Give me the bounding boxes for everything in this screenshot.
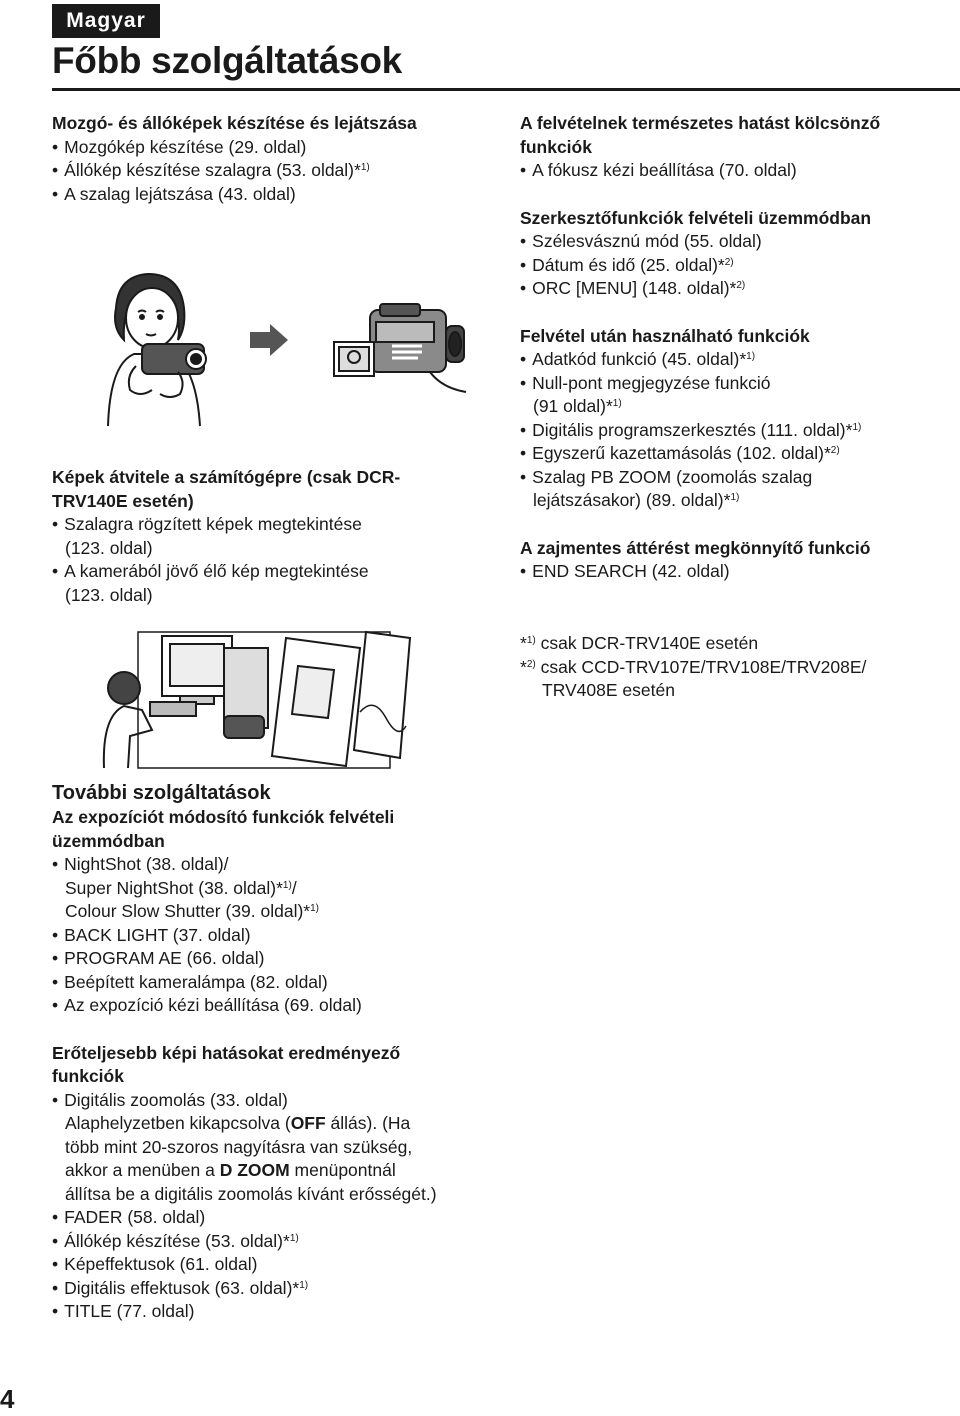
list-item: • Adatkód funkció (45. oldal)*$^{1)}$ <box>520 348 950 372</box>
list-item: • Digitális programszerkesztés (111. oldal)*$^{1)}$ <box>520 419 950 443</box>
section-heading: A felvételnek természetes hatást kölcsönző funkciók <box>520 113 881 157</box>
footnote: *$^{2)}$ csak CCD-TRV107E/TRV108E/TRV208E/ <box>520 656 867 677</box>
list-item: • Képeffektusok (61. oldal) <box>52 1253 472 1277</box>
list-item: • Digitális zoomolás (33. oldal) <box>52 1089 472 1113</box>
camcorder-illustration <box>330 296 472 398</box>
language-tab: Magyar <box>52 4 160 38</box>
list-item-continuation: (91 oldal)*$^{1)}$ <box>533 396 622 416</box>
footnote: *$^{1)}$ csak DCR-TRV140E esetén <box>520 633 759 653</box>
list-item-continuation: állítsa be a digitális zoomolás kívánt erősségét.) <box>65 1183 437 1204</box>
list-item: • A szalag lejátszása (43. oldal) <box>52 183 452 207</box>
list-item: • Állókép készítése (53. oldal)*$^{1)}$ <box>52 1230 472 1254</box>
section-heading: Erőteljesebb képi hatásokat eredményező funkciók <box>52 1042 401 1086</box>
list-item-continuation: Alaphelyzetben kikapcsolva (OFF állás). (Ha <box>65 1113 411 1133</box>
list-item: • Mozgókép készítése (29. oldal) <box>52 136 452 160</box>
list-item: • TITLE (77. oldal) <box>52 1300 472 1324</box>
list-item-continuation: (123. oldal) <box>65 584 153 605</box>
section-recording-playback <box>52 112 452 206</box>
list-item: • A fókusz kézi beállítása (70. oldal) <box>520 159 950 183</box>
list-item-continuation: Super NightShot (38. oldal)*$^{1)}$/ <box>65 877 297 898</box>
list-item-continuation: lejátszásakor) (89. oldal)*$^{1)}$ <box>533 490 740 510</box>
list-item: • Szalagra rögzített képek megtekintése <box>52 513 452 537</box>
section-heading: Az expozíciót módosító funkciók felvételi üzemmódban <box>52 807 395 851</box>
list-item: • FADER (58. oldal) <box>52 1206 472 1230</box>
section-heading: Képek átvitele a számítógépre (csak DCR-TRV140E esetén) <box>52 467 401 511</box>
list-item: • Dátum és idő (25. oldal)*$^{2)}$ <box>520 254 950 278</box>
title-rule <box>52 88 960 91</box>
woman-with-camcorder-illustration <box>86 268 216 428</box>
footnote-continuation: TRV408E esetén <box>542 680 675 700</box>
list-item: • Az expozíció kézi beállítása (69. oldal) <box>52 994 472 1018</box>
list-item: • Null-pont megjegyzése funkció <box>520 372 950 396</box>
list-item-continuation: (123. oldal) <box>65 537 153 558</box>
list-item-continuation: akkor a menüben a D ZOOM menüpontnál <box>65 1160 396 1180</box>
section-title: További szolgáltatások <box>52 782 271 804</box>
right-column <box>520 112 950 584</box>
person-at-computer-illustration <box>90 626 450 774</box>
section-heading: Felvétel után használható funkciók <box>520 325 810 346</box>
list-item: • A kamerából jövő élő kép megtekintése <box>52 560 452 584</box>
list-item: • BACK LIGHT (37. oldal) <box>52 924 472 948</box>
list-item: • ORC [MENU] (148. oldal)*$^{2)}$ <box>520 277 950 301</box>
section-further-features <box>52 780 472 1324</box>
page-number: 4 <box>0 1384 15 1414</box>
list-item: • Egyszerű kazettamásolás (102. oldal)*$^{2)}$ <box>520 442 950 466</box>
list-item: • PROGRAM AE (66. oldal) <box>52 947 472 971</box>
list-item: • Állókép készítése szalagra (53. oldal)*$^{1)}$ <box>52 159 452 183</box>
page-title: Főbb szolgáltatások <box>52 40 402 81</box>
list-item-continuation: Colour Slow Shutter (39. oldal)*$^{1)}$ <box>65 901 320 921</box>
section-heading: Mozgó- és állóképek készítése és lejátszása <box>52 113 417 133</box>
list-item: • Beépített kameralámpa (82. oldal) <box>52 971 472 995</box>
list-item: • Szalag PB ZOOM (zoomolás szalag <box>520 466 950 490</box>
list-item: • NightShot (38. oldal)/ <box>52 853 472 877</box>
list-item: • Digitális effektusok (63. oldal)*$^{1)}$ <box>52 1277 472 1301</box>
list-item-continuation: több mint 20-szoros nagyításra van szükség, <box>65 1136 413 1157</box>
list-item: • END SEARCH (42. oldal) <box>520 560 950 584</box>
section-heading: Szerkesztőfunkciók felvételi üzemmódban <box>520 207 872 228</box>
footnotes <box>520 632 950 703</box>
section-pc-transfer <box>52 466 452 607</box>
list-item: • Szélesvásznú mód (55. oldal) <box>520 230 950 254</box>
arrow-right-icon <box>248 322 290 358</box>
section-heading: A zajmentes áttérést megkönnyítő funkció <box>520 537 871 558</box>
